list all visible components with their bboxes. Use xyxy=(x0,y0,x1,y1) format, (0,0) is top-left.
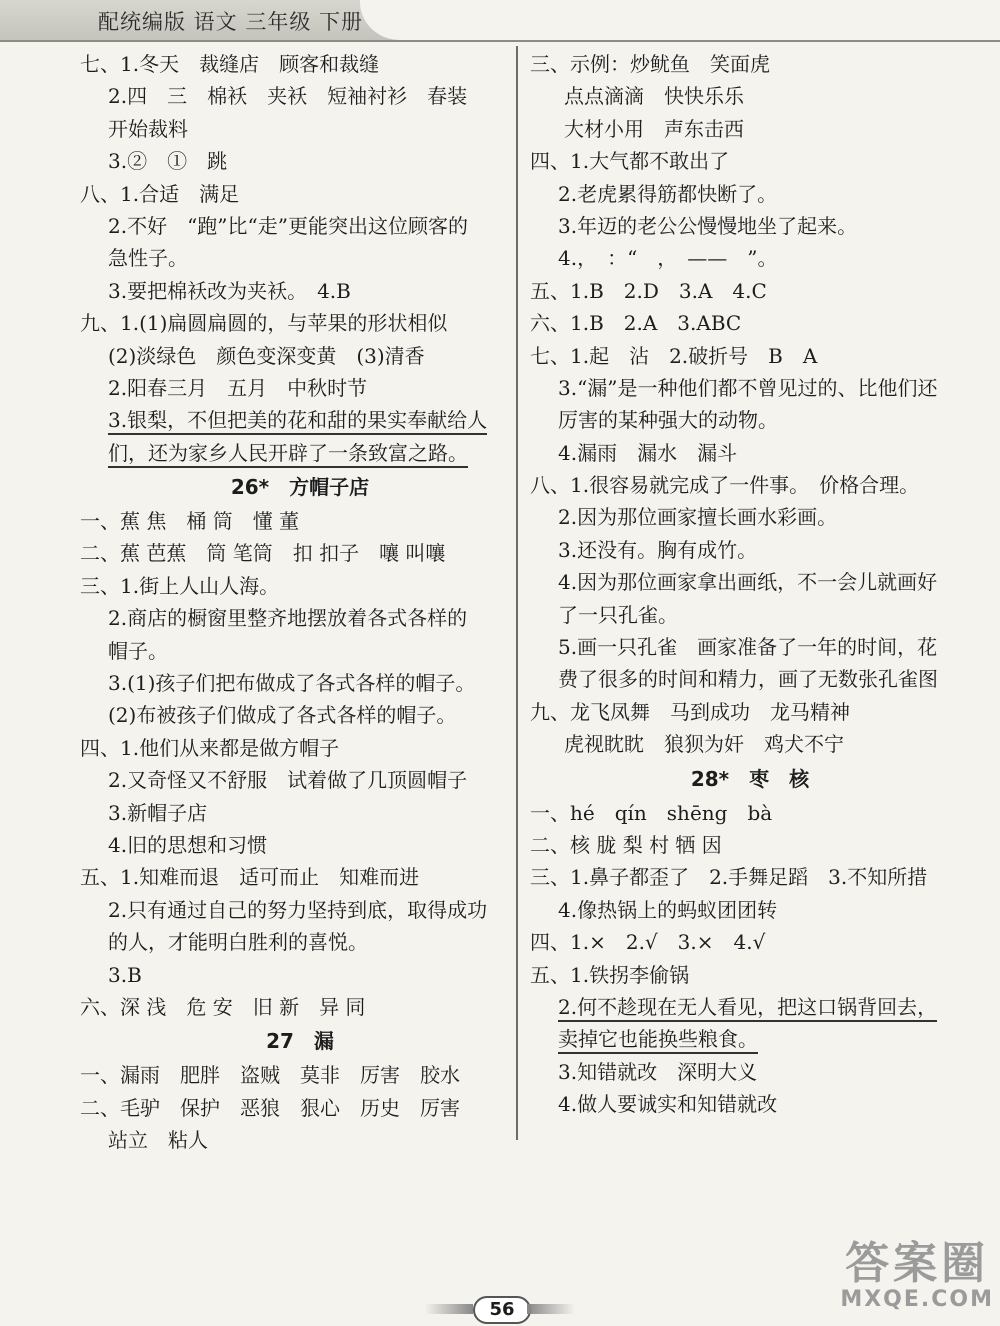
answer-text: 3.新帽子店 xyxy=(108,800,208,825)
answer-line xyxy=(80,570,520,602)
answer-text: 3.银梨，不但把美的花和甜的果实奉献给人 xyxy=(108,408,487,435)
answer-text: 3.年迈的老公公慢慢地坐了起来。 xyxy=(558,213,858,238)
answer-line xyxy=(80,667,520,699)
answer-line xyxy=(530,728,970,760)
answer-line xyxy=(80,210,520,242)
answer-line xyxy=(80,1124,520,1156)
page-footer xyxy=(425,1296,575,1322)
answer-text: 一、漏雨 肥胖 盗贼 莫非 厉害 胶水 xyxy=(80,1063,460,1088)
answer-text: 3.知错就改 深明大义 xyxy=(558,1059,758,1084)
answer-text: 八、1.合适 满足 xyxy=(80,181,240,206)
answer-line xyxy=(80,926,520,958)
answer-text: 3.(1)孩子们把布做成了各式各样的帽子。 xyxy=(108,671,476,696)
answer-text: (2)淡绿色 颜色变深变黄 (3)清香 xyxy=(108,343,425,368)
answer-text: 四、1.他们从来都是做方帽子 xyxy=(80,735,340,760)
answer-text: 4.像热锅上的蚂蚁团团转 xyxy=(558,897,778,922)
page-header xyxy=(0,0,1000,42)
answer-line xyxy=(80,505,520,537)
answer-line xyxy=(530,242,970,274)
answer-line xyxy=(530,1056,970,1088)
answer-text: 九、龙飞凤舞 马到成功 龙马精神 xyxy=(530,699,850,724)
left-answer-column xyxy=(80,48,520,1157)
answer-line xyxy=(80,178,520,210)
right-answer-column xyxy=(530,48,970,1121)
answer-line xyxy=(530,80,970,112)
answer-line xyxy=(530,307,970,339)
answer-line xyxy=(530,372,970,404)
answer-text: 4.旧的思想和习惯 xyxy=(108,832,268,857)
answer-line xyxy=(530,437,970,469)
answer-line xyxy=(530,959,970,991)
answer-line xyxy=(80,307,520,339)
answer-text: 4.做人要诚实和知错就改 xyxy=(558,1092,778,1117)
header-title: 配统编版 语文 三年级 下册 xyxy=(98,10,364,34)
answer-line xyxy=(80,242,520,274)
answer-line xyxy=(80,340,520,372)
header-decoration xyxy=(360,0,1000,40)
answer-text: 3.还没有。胸有成竹。 xyxy=(558,537,758,562)
answer-text: 九、1.(1)扁圆扁圆的，与苹果的形状相似 xyxy=(80,311,448,336)
answer-line xyxy=(80,113,520,145)
answer-text: 2.因为那位画家擅长画水彩画。 xyxy=(558,505,838,530)
answer-text: 四、1.大气都不敢出了 xyxy=(530,149,730,174)
answer-text: 八、1.很容易就完成了一件事。 价格合理。 xyxy=(530,473,920,498)
answer-line xyxy=(80,991,520,1023)
answer-line xyxy=(80,48,520,80)
answer-text: 五、1.知难而退 适可而止 知难而进 xyxy=(80,865,420,890)
answer-text: 费了很多的时间和精力，画了无数张孔雀图 xyxy=(558,667,938,692)
answer-text: 的人，才能明白胜利的喜悦。 xyxy=(108,930,368,955)
section-title: 27 漏 xyxy=(266,1029,334,1054)
answer-line xyxy=(530,275,970,307)
answer-line xyxy=(530,534,970,566)
answer-text: 2.不好 “跑”比“走”更能突出这位顾客的 xyxy=(108,213,468,238)
answer-text: 们，还为家乡人民开辟了一条致富之路。 xyxy=(108,441,468,468)
answer-text: 大材小用 声东击西 xyxy=(564,116,744,141)
answer-text: 3.要把棉袄改为夹袄。 4.B xyxy=(108,278,351,303)
answer-text: 3.B xyxy=(108,962,142,987)
answer-text: 三、1.鼻子都歪了 2.手舞足蹈 3.不知所措 xyxy=(530,865,928,890)
answer-text: 三、示例：炒鱿鱼 笑面虎 xyxy=(530,52,770,76)
answer-line xyxy=(80,437,520,469)
answer-text: 5.画一只孔雀 画家准备了一年的时间，花 xyxy=(558,635,938,660)
answer-line xyxy=(530,113,970,145)
answer-line xyxy=(530,829,970,861)
answer-text: 2.四 三 棉袄 夹袄 短袖衬衫 春装 xyxy=(108,84,468,109)
answer-line xyxy=(530,797,970,829)
answer-line xyxy=(80,699,520,731)
answer-text: 2.阳春三月 五月 中秋时节 xyxy=(108,375,368,400)
answer-line xyxy=(530,48,970,80)
answer-text: 3.“漏”是一种他们都不曾见过的、比他们还 xyxy=(558,375,938,400)
footer-ornament-right xyxy=(527,1304,575,1314)
answer-line xyxy=(80,404,520,436)
answer-text: 点点滴滴 快快乐乐 xyxy=(564,84,744,109)
answer-line xyxy=(530,145,970,177)
section-title: 26* 方帽子店 xyxy=(230,475,370,500)
answer-line xyxy=(530,894,970,926)
answer-text: 四、1.× 2.√ 3.× 4.√ xyxy=(530,930,766,955)
answer-line xyxy=(530,1088,970,1120)
watermark-logo-text: 答案圈 xyxy=(845,1238,990,1289)
answer-text: 急性子。 xyxy=(108,246,188,271)
answer-text: 4.漏雨 漏水 漏斗 xyxy=(558,440,738,465)
answer-line xyxy=(80,372,520,404)
page-number: 56 xyxy=(473,1296,531,1324)
answer-text: 五、1.铁拐李偷锅 xyxy=(530,962,690,987)
answer-line xyxy=(530,178,970,210)
answer-text: 厉害的某种强大的动物。 xyxy=(558,408,778,433)
answer-line xyxy=(80,959,520,991)
answer-text: 帽子。 xyxy=(108,638,168,663)
answer-line xyxy=(530,861,970,893)
column-divider xyxy=(516,46,518,1140)
answer-line xyxy=(530,501,970,533)
answer-line xyxy=(80,1059,520,1091)
answer-text: 六、深 浅 危 安 旧 新 异 同 xyxy=(80,994,366,1019)
answer-text: 五、1.B 2.D 3.A 4.C xyxy=(530,278,767,303)
answer-text: 卖掉它也能换些粮食。 xyxy=(558,1027,758,1054)
answer-line xyxy=(530,1023,970,1055)
answer-text: 2.何不趁现在无人看见，把这口锅背回去， xyxy=(558,995,937,1022)
section-title: 28* 枣 核 xyxy=(690,766,810,791)
answer-line xyxy=(530,469,970,501)
answer-text: 二、蕉 芭蕉 筒 笔筒 扣 扣子 嚷 叫嚷 xyxy=(80,541,446,566)
answer-line xyxy=(80,1092,520,1124)
answer-text: 了一只孔雀。 xyxy=(558,602,678,627)
answer-line xyxy=(80,275,520,307)
answer-text: 2.老虎累得筋都快断了。 xyxy=(558,181,778,206)
answer-text: 4.因为那位画家拿出画纸，不一会儿就画好 xyxy=(558,570,938,595)
answer-line xyxy=(530,696,970,728)
answer-line xyxy=(80,602,520,634)
answer-line xyxy=(80,764,520,796)
answer-line xyxy=(530,566,970,598)
answer-line xyxy=(80,894,520,926)
answer-line xyxy=(530,599,970,631)
answer-line xyxy=(530,663,970,695)
answer-line xyxy=(80,145,520,177)
answer-line xyxy=(530,404,970,436)
answer-line xyxy=(80,635,520,667)
answer-line xyxy=(530,926,970,958)
answer-line xyxy=(530,340,970,372)
answer-text: 七、1.冬天 裁缝店 顾客和裁缝 xyxy=(80,52,380,76)
answer-line xyxy=(80,80,520,112)
site-watermark xyxy=(840,1238,994,1312)
answer-text: 三、1.街上人山人海。 xyxy=(80,573,280,598)
answer-line xyxy=(80,732,520,764)
answer-line xyxy=(80,829,520,861)
answer-text: 2.只有通过自己的努力坚持到底，取得成功 xyxy=(108,897,488,922)
answer-text: 2.又奇怪又不舒服 试着做了几顶圆帽子 xyxy=(108,768,468,793)
answer-text: 六、1.B 2.A 3.ABC xyxy=(530,311,742,336)
answer-text: 虎视眈眈 狼狈为奸 鸡犬不宁 xyxy=(564,732,844,757)
answer-text: 一、蕉 焦 桶 筒 懂 董 xyxy=(80,509,300,534)
answer-line xyxy=(530,631,970,663)
answer-line xyxy=(80,797,520,829)
answer-text: 3.② ① 跳 xyxy=(108,149,228,174)
answer-text: 二、毛驴 保护 恶狼 狠心 历史 厉害 xyxy=(80,1095,460,1120)
answer-text: 七、1.起 沾 2.破折号 B A xyxy=(530,343,818,368)
answer-text: 一、hé qín shēng bà xyxy=(530,800,773,825)
answer-line xyxy=(80,537,520,569)
answer-text: 2.商店的橱窗里整齐地摆放着各式各样的 xyxy=(108,606,468,631)
answer-line xyxy=(80,861,520,893)
answer-line xyxy=(530,991,970,1023)
answer-text: 开始裁料 xyxy=(108,116,188,141)
footer-ornament-left xyxy=(425,1304,473,1314)
answer-text: 二、核 胧 梨 村 牺 因 xyxy=(530,832,722,857)
answer-text: 站立 粘人 xyxy=(108,1128,208,1153)
watermark-domain: MXQE.COM xyxy=(840,1287,994,1312)
answer-text: 4.， ：“ ， —— ”。 xyxy=(558,246,778,271)
answer-text: (2)布被孩子们做成了各式各样的帽子。 xyxy=(108,703,457,728)
answer-line xyxy=(530,210,970,242)
